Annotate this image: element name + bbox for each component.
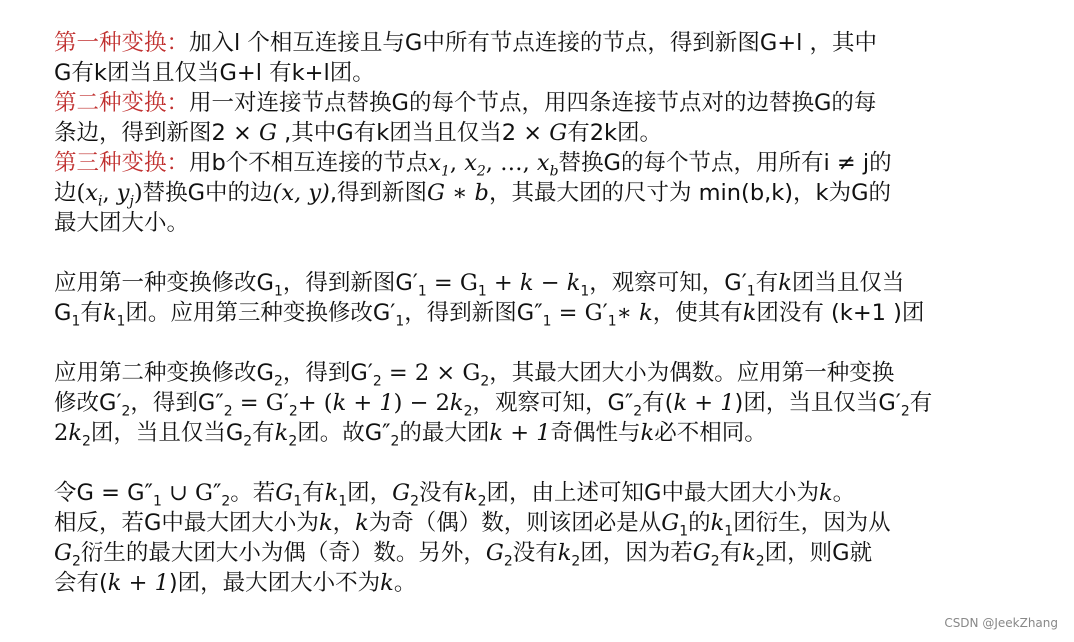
transform-2-line2a: 条边，得到新图2 × [54, 120, 259, 146]
watermark-footer: CSDN @JeekZhang [944, 616, 1058, 630]
text-segment: ，得到新图G [282, 270, 413, 296]
text-segment: ，观察可知，G [589, 270, 742, 296]
transform-1-line1: 加入l 个相互连接且与G中所有节点连接的节点，得到新图G+l ，其中 [189, 30, 878, 56]
math-G: G [549, 120, 568, 146]
math-g-star-b: G ∗ b [426, 180, 489, 206]
transform-2-line1: 用一对连接节点替换G的每个节点，用四条连接节点对的边替换G的每 [189, 90, 877, 116]
document-body [54, 28, 1034, 598]
text-segment: 应用第二种变换修改G [54, 360, 274, 386]
transform-2-label: 第二种变换： [54, 90, 190, 116]
application-2-paragraph: 应用第二种变换修改$G_2$，得到$G'_2 = 2 \times G_2$，其最大团大小为偶数。应用第一种变换 修改$G'_2$，得到$G''_2 = G'_2+ (k + 1) - 2k_2$，观察可知，$G''_2$有(k + 1)团，当且仅当$G'_2$有 $2k_2$团，当且仅当$G_2$有$k_2$团。故$G''_2$的最大团k + 1奇偶性与k必不相同。 [54, 360, 933, 450]
text-segment: 替换G的每个节点，用所有i ≠ j的 [558, 150, 892, 176]
text-segment: 团。应用第三种变换修改G [125, 300, 391, 326]
text-segment: 应用第一种变换修改G [54, 270, 274, 296]
text-segment: 替换G中的边 [142, 180, 273, 206]
text-segment: 最大团大小。 [54, 210, 190, 236]
application-1-paragraph: 应用第一种变换修改$G_1$，得到新图$G'_1 = G_1 + k - k_1$，观察可知，$G'_1$有k团当且仅当 $G_1$有$k_1$团。应用第三种变换修改$G'_1$，得到新图$G''_1$ = $G'_1∗$ k，使其有k团没有 (k+1 )团 [54, 270, 925, 330]
transform-1-paragraph [54, 28, 1034, 88]
conclusion-paragraph: 令$G = G''_1$ ∪ $G''_2$。若$G_1$有$k_1$团，$G_2$没有$k_2$团，由上述可知G中最大团大小为k。 相反，若G中最大团大小为k，k为奇（偶）数，则该团必是从$G_1$的$k_1$团衍生，因为从 $G_2$衍生的最大团大小为偶（奇）数。另外，$G_2$没有$k_2$团，因为若$G_2$有$k_2$团，则G就 会有(k + 1)团，最大团大小不为k。 [54, 480, 891, 596]
text-segment: 用b个不相互连接的节点 [189, 150, 429, 176]
text-segment: 边 [54, 180, 77, 206]
transform-3-paragraph [54, 148, 1034, 238]
math-edge-xy: (x, y) [272, 180, 330, 206]
math-G: G [258, 120, 277, 146]
transform-3-label: 第三种变换： [54, 150, 190, 176]
transform-1-line2: G有k团当且仅当G+l 有k+l团。 [54, 60, 375, 86]
math-x1-to-xb: $x_1$, $x_2$, …, $x_b$ [428, 150, 559, 180]
transform-2-line2b: ,其中G有k团当且仅当2 × [276, 120, 550, 146]
text-segment: ，其最大团的尺寸为 min(b,k)，k为G的 [488, 180, 892, 206]
math-edge-xi-yj: ($x_i$, $y_j$) [76, 180, 143, 210]
transform-2-line2c: 有2k团。 [567, 120, 663, 146]
text-segment: ,得到新图 [329, 180, 427, 206]
transform-2-paragraph [54, 88, 1034, 148]
text-segment: 令G = G [54, 480, 145, 506]
transform-1-label: 第一种变换： [54, 30, 190, 56]
